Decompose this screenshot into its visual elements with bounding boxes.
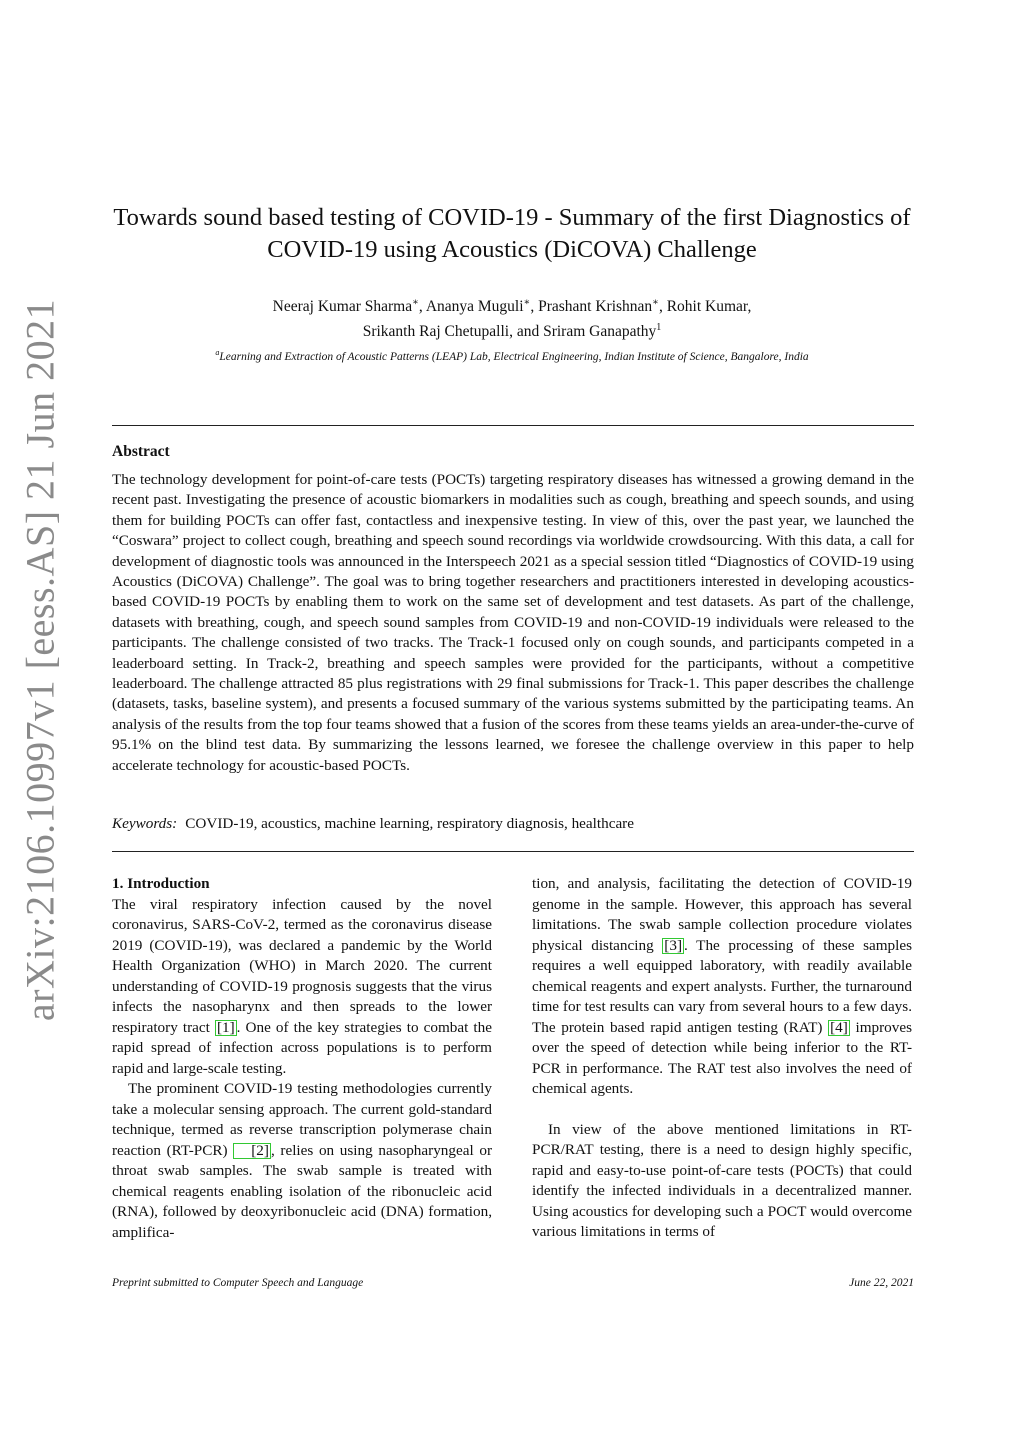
paper-title (100, 202, 924, 266)
citation-link[interactable]: [4] (830, 1018, 848, 1036)
author-separator: , (658, 298, 667, 316)
author-line-1 (100, 292, 924, 317)
affiliation-text: Learning and Extraction of Acoustic Patterns (LEAP) Lab, Electrical Engineering, Indian Institute of Science, Bangalore, India (219, 350, 809, 363)
footer-date: June 22, 2021 (849, 1277, 914, 1289)
right-column (532, 874, 912, 1243)
arxiv-id-text: arXiv:2106.10997v1 [eess.AS] 21 Jun 2021 (17, 298, 63, 1022)
author-mark: ∗ (652, 297, 659, 308)
left-column (112, 874, 492, 1243)
author-name: Rohit Kumar, (666, 298, 752, 316)
citation-link[interactable]: [2] (233, 1143, 271, 1159)
author-mark: 1 (656, 322, 662, 334)
citation-link[interactable]: [1] (216, 1018, 235, 1036)
author-name: Prashant Krishnan (538, 298, 653, 316)
intro-paragraph-4: In view of the above mentioned limitations in RT-PCR/RAT testing, there is a need to design highly specific, rapid and easy-to-use point-of-care tests (POCTs) that could identify the infected individuals in a decentralized manner. Using acoustics for developing such a POCT would overcome various limitations in terms of (532, 1120, 912, 1240)
arxiv-identifier-stamp (10, 260, 70, 1060)
intro-paragraph-2: The prominent COVID-19 testing methodologies currently take a molecular sensing approach. The current gold-standard technique, termed as reverse transcription polymerase chain reaction (RT-PCR) [2] , relies on using nasopharyngeal or throat swab samples. The swab sample is treated with chemical reagents enabling isolation of the ribonucleic acid (RNA), followed by deoxyribonucleic acid (DNA) formation, amplifica- (112, 1080, 492, 1241)
abstract-body: The technology development for point-of-care tests (POCTs) targeting respiratory diseases has witnessed a growing demand in the recent past. Investigating the presence of acoustic biomarkers in modalities such as cough, breathing and speech sounds, and using them for building POCTs can offer fast, contactless and inexpensive testing. In view of this, over the past year, we launched the “Coswara” project to collect cough, breathing and speech sound recordings via worldwide crowdsourcing. With this data, a call for development of diagnostic tools was announced in the Interspeech 2021 as a special session titled “Diagnostics of COVID-19 using Acoustics (DiCOVA) Challenge”. The goal was to bring together researchers and practitioners interested in developing acoustics-based COVID-19 POCTs by enabling them to work on the same set of development and test datasets. As part of the challenge, datasets with breathing, cough, and speech sound samples from COVID-19 and non-COVID-19 individuals were released to the participants. The challenge consisted of two tracks. The Track-1 focused only on cough sounds, and participants competed in a leaderboard setting. In Track-2, breathing and speech samples were provided for the participants, without a competitive leaderboard. The challenge attracted 85 plus registrations with 29 final submissions for Track-1. This paper describes the challenge (datasets, tasks, baseline system), and presents a focused summary of the various systems submitted by the participating teams. An analysis of the results from the top four teams showed that a fusion of the scores from these teams yields an area-under-the-curve of 95.1% on the blind test data. By summarizing the lessons learned, we foresee the challenge overview in this paper to help accelerate technology for acoustic-based POCTs. (112, 471, 914, 774)
author-line-2 (100, 317, 924, 342)
footer-venue: Preprint submitted to Computer Speech and Language (112, 1277, 364, 1289)
keywords-text: COVID-19, acoustics, machine learning, respiratory diagnosis, healthcare (185, 815, 634, 832)
intro-paragraph-1: The viral respiratory infection caused by the novel coronavirus, SARS-CoV-2, termed as the coronavirus disease 2019 (COVID-19), was declared a pandemic by the World Health Organization (WHO) in March 2020. The current understanding of COVID-19 prognosis suggests that the virus infects the nasopharynx and then spreads to the lower respiratory tract [1] . One of the key strategies to combat the rapid spread of infection across populations is to perform rapid and large-scale testing. (112, 895, 492, 1077)
title-line-1: Towards sound based testing of COVID-19 - Summary of the first Diagnostics of (113, 204, 911, 231)
title-line-2: COVID-19 using Acoustics (DiCOVA) Challenge (267, 236, 757, 263)
author-name: Srikanth Raj Chetupalli, and Sriram Ganapathy (362, 323, 657, 341)
author-separator: , (418, 298, 426, 316)
keywords (112, 815, 914, 833)
author-name: Neeraj Kumar Sharma (272, 298, 413, 316)
affiliation-mark: a (215, 348, 220, 357)
intro-paragraph-3: tion, and analysis, facilitating the detection of COVID-19 genome in the sample. However, this approach has several limitations. The swab sample collection procedure violates physical distancing [3] . The processing of these samples requires a well equipped laboratory, with readily available chemical reagents and expert analysts. Further, the turnaround time for test results can vary from several hours to a few days. The protein based rapid antigen testing (RAT) [4] improves over the speed of detection while being inferior to the RT-PCR in performance. The RAT test also involves the need of chemical agents. (532, 875, 913, 1097)
author-name: Ananya Muguli (425, 298, 524, 316)
abstract-bottom-rule (112, 851, 914, 852)
citation-link[interactable]: [3] (664, 936, 683, 954)
author-mark: ∗ (412, 297, 419, 308)
author-list (100, 292, 924, 342)
abstract-top-rule (112, 425, 914, 426)
abstract-heading: Abstract (112, 443, 170, 460)
affiliation (100, 348, 924, 363)
author-separator: , (530, 298, 539, 316)
keywords-label: Keywords: (112, 815, 178, 832)
author-mark: ∗ (523, 297, 531, 308)
section-heading-introduction: 1. Introduction (112, 875, 210, 892)
